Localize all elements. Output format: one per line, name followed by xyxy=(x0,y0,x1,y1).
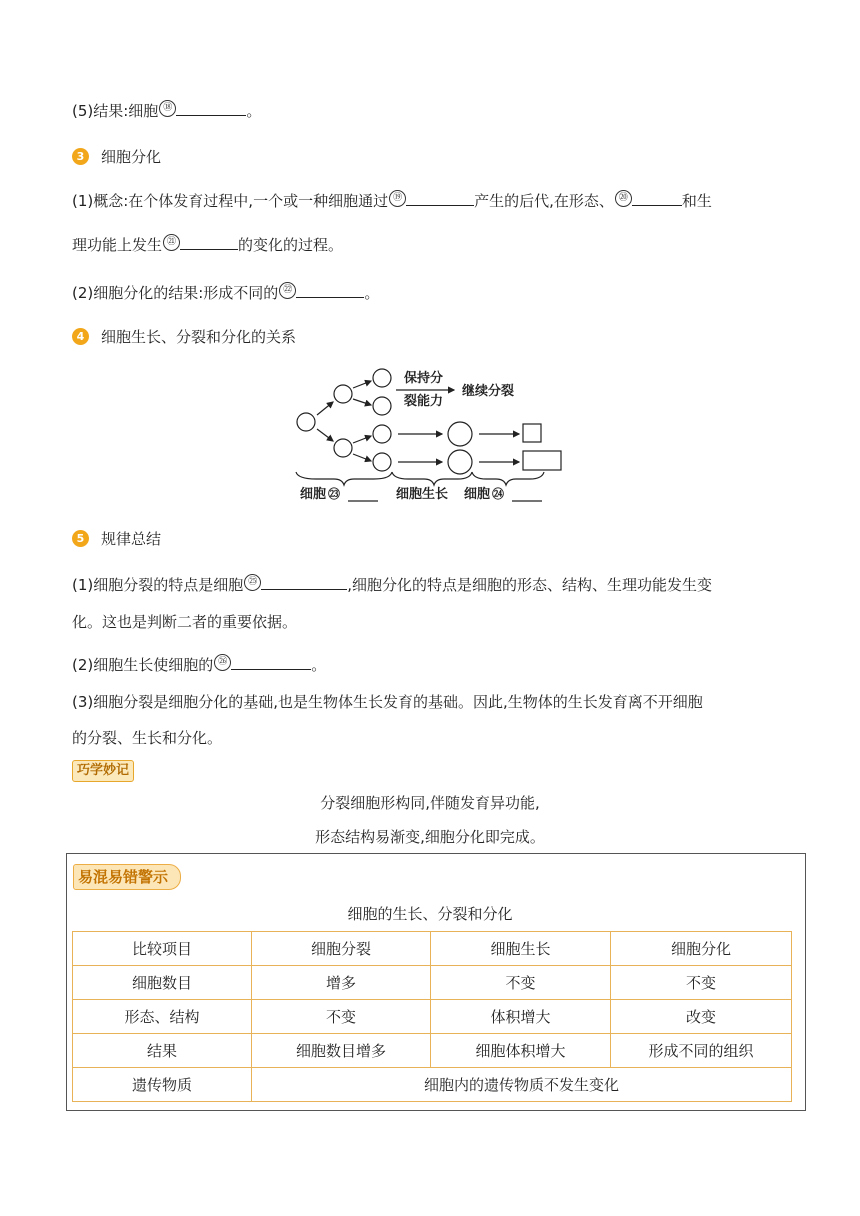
continue-dividing-label: 继续分裂 xyxy=(462,384,515,399)
fill-blank-22[interactable] xyxy=(296,283,364,298)
keep-dividing-label-2: 裂能力 xyxy=(404,394,444,409)
diagram-blank-number-24: ㉔ xyxy=(492,487,505,501)
table-cell: 体积增大 xyxy=(431,1000,611,1034)
small-cell-3 xyxy=(373,425,391,443)
fill-blank-18[interactable] xyxy=(176,101,246,116)
table-header-row xyxy=(73,932,792,966)
blank-number-18: ⑱ xyxy=(159,100,176,117)
blank-number-22: ㉒ xyxy=(279,282,296,299)
table-cell: 形态、结构 xyxy=(73,1000,252,1034)
table-title: 细胞的生长、分裂和分化 xyxy=(347,905,513,923)
small-cell-4 xyxy=(373,453,391,471)
table-cell: 不变 xyxy=(252,1000,431,1034)
section-5-title: 规律总结 xyxy=(101,529,162,548)
summary-line-3-cont: 的分裂、生长和分化。 xyxy=(72,729,223,747)
section-3-title: 细胞分化 xyxy=(101,147,162,166)
cell-keep-dividing-2 xyxy=(373,397,391,415)
cell-keep-dividing-1 xyxy=(373,369,391,387)
blank-number-20: ⑳ xyxy=(615,190,632,207)
result-line: (5)结果:细胞 ⑱ 。 xyxy=(72,102,262,120)
section-3-heading xyxy=(72,146,161,166)
table-cell: 遗传物质 xyxy=(73,1068,252,1102)
brace-differentiation xyxy=(472,472,544,485)
fill-blank-26[interactable] xyxy=(231,655,311,670)
cell-relationship-diagram xyxy=(290,362,570,512)
table-row xyxy=(73,1034,792,1068)
keep-dividing-label-1: 保持分 xyxy=(404,371,444,386)
fill-blank-20[interactable] xyxy=(632,191,682,206)
section-number-badge: 5 xyxy=(72,530,89,547)
section-5-heading xyxy=(72,528,161,548)
table-cell: 细胞数目增多 xyxy=(252,1034,431,1068)
header-cell: 细胞分化 xyxy=(611,932,792,966)
header-cell: 细胞生长 xyxy=(431,932,611,966)
summary-line-1-cont: 化。这也是判断二者的重要依据。 xyxy=(72,613,298,631)
grown-cell-1 xyxy=(448,422,472,446)
table-cell: 不变 xyxy=(611,966,792,1000)
differentiated-cell-rect xyxy=(523,451,561,470)
summary-line-3: (3)细胞分裂是细胞分化的基础,也是生物体生长发育的基础。因此,生物体的生长发育离不开细胞 xyxy=(72,693,703,711)
header-cell: 比较项目 xyxy=(73,932,252,966)
summary-line-2: (2)细胞生长使细胞的 ㉖ 。 xyxy=(72,656,327,674)
differentiation-label: 细胞 xyxy=(464,487,491,502)
table-cell-merged: 细胞内的遗传物质不发生变化 xyxy=(252,1068,792,1102)
warning-tag: 易混易错警示 xyxy=(73,864,181,890)
memory-line-1: 分裂细胞形构同,伴随发育异功能, xyxy=(320,794,540,812)
blank-number-26: ㉖ xyxy=(214,654,231,671)
concept-line-1: (1)概念:在个体发育过程中,一个或一种细胞通过 ⑲ 产生的后代,在形态、 ⑳ 和生 xyxy=(72,192,712,210)
blank-number-19: ⑲ xyxy=(389,190,406,207)
daughter-cell-bottom xyxy=(334,439,352,457)
diagram-blank-number-23: ㉓ xyxy=(328,487,341,501)
brace-division xyxy=(296,472,392,485)
division-label: 细胞 xyxy=(300,487,327,502)
table-cell: 细胞数目 xyxy=(73,966,252,1000)
section-4-title: 细胞生长、分裂和分化的关系 xyxy=(101,327,297,346)
section-number-badge: 4 xyxy=(72,328,89,345)
comparison-table xyxy=(72,931,792,1102)
blank-number-25: ㉕ xyxy=(244,574,261,591)
memory-line-2: 形态结构易渐变,细胞分化即完成。 xyxy=(315,828,545,846)
result-of-differentiation: (2)细胞分化的结果:形成不同的 ㉒ 。 xyxy=(72,284,380,302)
table-row xyxy=(73,1068,792,1102)
differentiated-cell-square xyxy=(523,424,541,442)
fill-blank-21[interactable] xyxy=(180,235,238,250)
concept-line-2: 理功能上发生 ㉑ 的变化的过程。 xyxy=(72,236,344,254)
blank-number-21: ㉑ xyxy=(163,234,180,251)
initial-cell xyxy=(297,413,315,431)
section-number-badge: 3 xyxy=(72,148,89,165)
header-cell: 细胞分裂 xyxy=(252,932,431,966)
table-cell: 改变 xyxy=(611,1000,792,1034)
growth-label: 细胞生长 xyxy=(396,487,449,502)
daughter-cell-top xyxy=(334,385,352,403)
table-cell: 细胞体积增大 xyxy=(431,1034,611,1068)
table-cell: 结果 xyxy=(73,1034,252,1068)
memory-tip-tag: 巧学妙记 xyxy=(72,760,134,782)
table-cell: 增多 xyxy=(252,966,431,1000)
table-cell: 不变 xyxy=(431,966,611,1000)
summary-line-1: (1)细胞分裂的特点是细胞 ㉕ ,细胞分化的特点是细胞的形态、结构、生理功能发生变 xyxy=(72,576,713,594)
grown-cell-2 xyxy=(448,450,472,474)
fill-blank-25[interactable] xyxy=(261,575,347,590)
section-4-heading xyxy=(72,326,296,346)
result-text: (5)结果:细胞 xyxy=(72,102,159,120)
table-row xyxy=(73,966,792,1000)
table-cell: 形成不同的组织 xyxy=(611,1034,792,1068)
table-row xyxy=(73,1000,792,1034)
fill-blank-19[interactable] xyxy=(406,191,474,206)
